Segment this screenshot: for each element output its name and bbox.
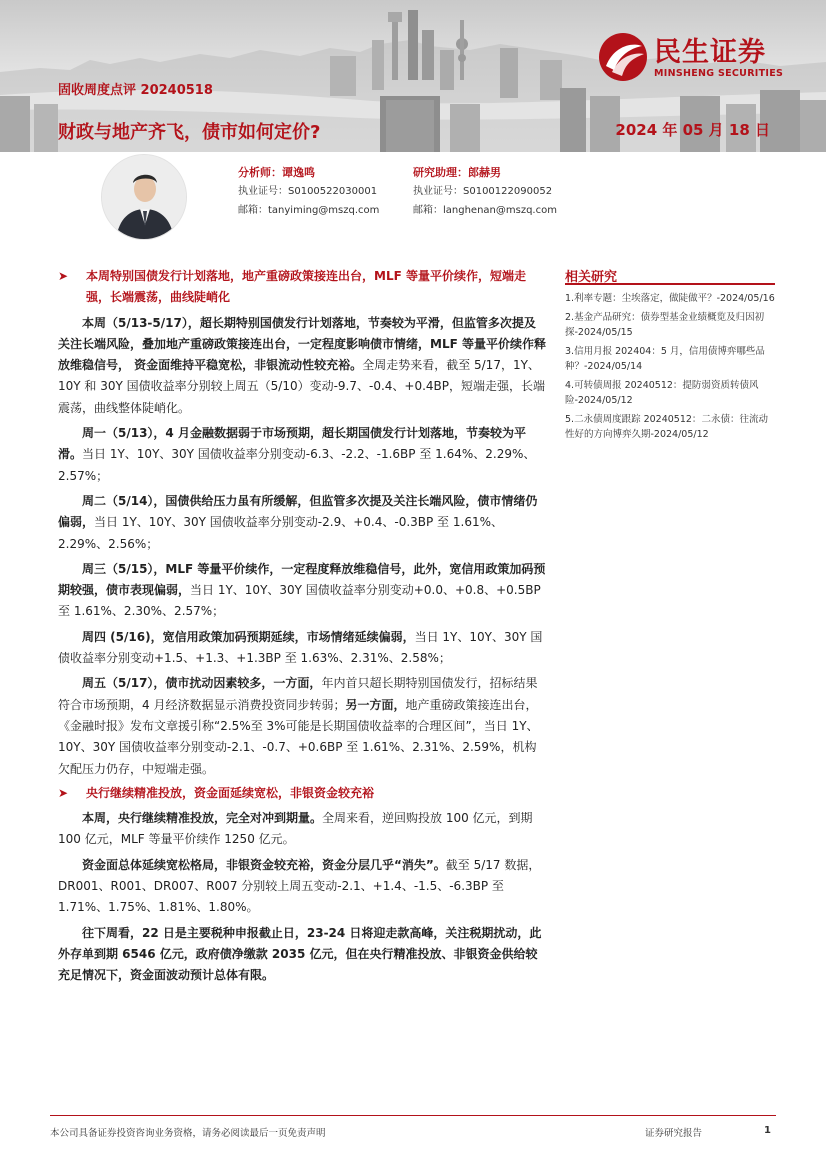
- paragraph-bold-text: 周四 (5/16)，宽信用政策加码预期延续，市场情绪延续偏弱，: [82, 629, 415, 644]
- analyst-avatar: [101, 154, 187, 240]
- analyst-name: 分析师：谭逸鸣: [238, 166, 315, 179]
- assistant-email[interactable]: 邮箱：langhenan@mszq.com: [413, 205, 557, 216]
- paragraph-monday: [58, 423, 546, 487]
- related-research-item[interactable]: 2.基金产品研究：债券型基金业绩概览及归因初探-2024/05/15: [565, 311, 765, 338]
- paragraph-text: 当日 1Y、10Y、30Y 国债收益率分别变动+0.0、+0.8、+0.5BP 至 1.61%、2.30%、2.57%；: [58, 583, 541, 619]
- footer-report-type: 证券研究报告: [645, 1128, 703, 1139]
- paragraph-text: 当日 1Y、10Y、30Y 国债收益率分别变动-2.9、+0.4、-0.3BP 至 1.61%、2.29%、2.56%；: [58, 515, 503, 551]
- paragraph-bold-text: 往下周看，22 日是主要税种申报截止日，23-24 日将迎走款高峰，关注税期扰动，此外存单到期 6546 亿元，政府债净缴款 2035 亿元，但在央行精准投放、非银资金供给较充足情况下，资金面波动预计总体有限。: [58, 925, 542, 983]
- logo-english-name: MINSHENG SECURITIES: [654, 68, 784, 79]
- paragraph-bold-text: 周三（5/15），MLF 等量平价续作，一定程度释放维稳信号，此外，宽信用政策加码预期较强，债市表现偏弱，: [58, 561, 546, 598]
- paragraph-bold-text: 资金面总体延续宽松格局，非银资金较充裕，资金分层几乎“消失”。: [82, 857, 446, 872]
- section-heading-2: [58, 783, 546, 804]
- related-research-panel: [565, 266, 775, 446]
- logo-chinese-name: 民生证券: [654, 37, 766, 68]
- paragraph-text: 全周来看，逆回购投放 100 亿元，到期 100 亿元，MLF 等量平价续作 1250 亿元。: [58, 811, 533, 847]
- paragraph-text: 截至 5/17 数据，DR001、R001、DR007、R007 分别较上周五变动-2.1、+1.4、-1.5、-6.3BP 至 1.71%、1.75%、1.81%、1.80%。: [58, 857, 541, 915]
- footer-divider: [50, 1115, 776, 1116]
- paragraph-bold-text: 周一（5/13），4 月金融数据弱于市场预期，超长期国债发行计划落地，节奏较为平滑。: [58, 426, 526, 462]
- paragraph-text: 地产重磅政策接连出台，《金融时报》发布文章援引称“2.5%至 3%可能是长期国债收益率的合理区间”，当日 1Y、10Y、30Y 国债收益率分别变动-2.1、-0.7、+0.6BP 至 1.61%、2.31%、2.59%，机构欠配压力仍存，中短端走强。: [58, 697, 539, 776]
- paragraph-central-bank: [58, 808, 546, 851]
- paragraph-wednesday: [58, 559, 546, 623]
- analyst-cert-number: 执业证号：S0100522030001: [238, 186, 378, 197]
- assistant-name: 研究助理：郎赫男: [413, 166, 501, 179]
- section-heading-2-text: 央行继续精准投放，资金面延续宽松，非银资金较充裕: [86, 785, 375, 800]
- report-body: [58, 266, 546, 987]
- paragraph-thursday: [58, 627, 546, 670]
- paragraph-liquidity: [58, 855, 546, 919]
- analyst-assistant: [413, 163, 557, 220]
- paragraph-bold-text: 另一方面，: [345, 697, 406, 712]
- analyst-email[interactable]: 邮箱：tanyiming@mszq.com: [238, 205, 380, 216]
- section-heading-1: [58, 266, 546, 309]
- doc-date: 2024 年 05 月 18 日: [615, 121, 770, 139]
- related-research-item[interactable]: 5.二永债周度跟踪 20240512：二永债：往流动性好的方向博弈久期-2024/05/12: [565, 413, 768, 440]
- arrow-bullet-icon: ➤: [58, 269, 69, 283]
- company-logo: [598, 30, 808, 84]
- paragraph-weekly-summary: [58, 313, 546, 419]
- assistant-cert-number: 执业证号：S0100122090052: [413, 186, 553, 197]
- analyst-photo: [102, 155, 187, 240]
- header-banner: [0, 0, 826, 152]
- paragraph-text: 当日 1Y、10Y、30Y 国债收益率分别变动-6.3、-2.2、-1.6BP 至 1.64%、2.29%、2.57%；: [58, 447, 536, 483]
- paragraph-next-week: [58, 923, 546, 987]
- page-number: 1: [764, 1125, 771, 1136]
- paragraph-tuesday: [58, 491, 546, 555]
- analyst-primary: [238, 163, 379, 220]
- paragraph-text: 年内首只超长期特别国债发行，招标结果符合市场预期，4 月经济数据显示消费投资同步转弱；: [58, 676, 538, 712]
- arrow-bullet-icon: ➤: [58, 785, 69, 800]
- section-heading-1-text: 本周特别国债发行计划落地，地产重磅政策接连出台，MLF 等量平价续作，短端走强，长端震荡，曲线陡峭化: [86, 269, 526, 305]
- doc-title: 财政与地产齐飞，债市如何定价?: [58, 122, 321, 143]
- paragraph-text: 当日 1Y、10Y、30Y 国债收益率分别变动+1.5、+1.3、+1.3BP 至 1.63%、2.31%、2.58%；: [58, 629, 543, 666]
- related-research-title: 相关研究: [565, 266, 775, 285]
- related-research-item[interactable]: 1.利率专题：尘埃落定，做陡做平？-2024/05/16: [565, 293, 775, 304]
- paragraph-bold-text: 周二（5/14），国债供给压力虽有所缓解，但监管多次提及关注长端风险，债市情绪仍偏弱，: [58, 493, 538, 530]
- minsheng-logo-icon: [598, 32, 648, 82]
- paragraph-bold-text: 周五（5/17），债市扰动因素较多，一方面，: [82, 676, 322, 691]
- related-research-item[interactable]: 3.信用月报 202404：5 月，信用债博弈哪些品种？-2024/05/14: [565, 345, 765, 372]
- paragraph-bold-text: 本周（5/13-5/17），超长期特别国债发行计划落地，节奏较为平滑，但监管多次提及关注长端风险，叠加地产重磅政策接连出台，一定程度影响债市情绪，MLF 等量平价续作释放维稳信号， 资金面维持平稳宽松，非银流动性较充裕。: [58, 315, 546, 373]
- related-research-item[interactable]: 4.可转债周报 20240512：提防弱资质转债风险-2024/05/12: [565, 379, 759, 406]
- paragraph-text: 全周走势来看，截至 5/17，1Y、10Y 和 30Y 国债收益率分别较上周五（5/10）变动-9.7、-0.4、+0.4BP，短端走强，长端震荡，曲线整体陡峭化。: [58, 358, 546, 415]
- footer-disclaimer: 本公司具备证券投资咨询业务资格，请务必阅读最后一页免责声明: [50, 1128, 326, 1139]
- doc-type-label: 固收周度点评 20240518: [58, 83, 213, 98]
- paragraph-bold-text: 本周，央行继续精准投放，完全对冲到期量。: [82, 811, 323, 826]
- paragraph-friday: [58, 673, 546, 779]
